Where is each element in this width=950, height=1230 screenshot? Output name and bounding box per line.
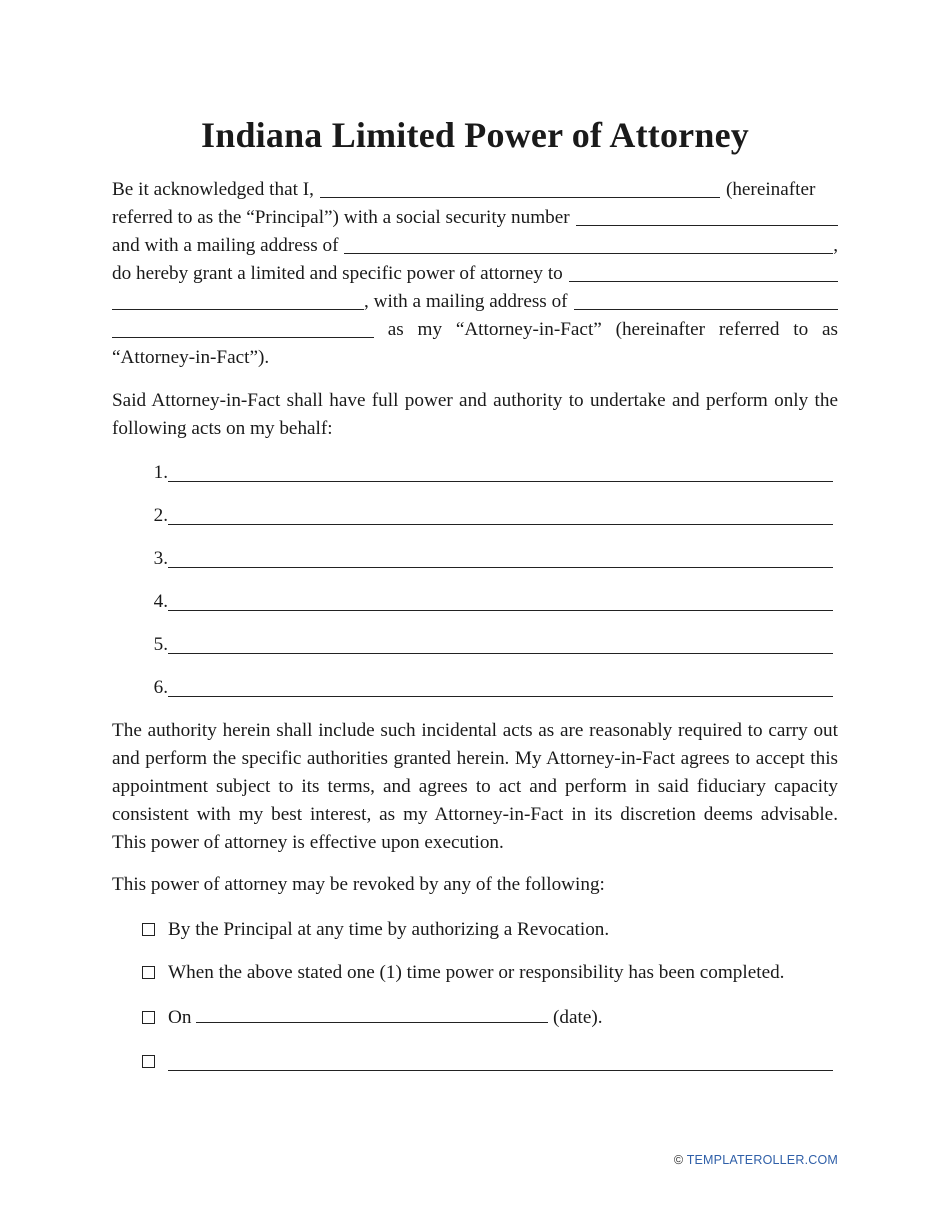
copyright-icon: © bbox=[673, 1153, 684, 1167]
act-number: 1. bbox=[153, 462, 168, 483]
intro-word: referred bbox=[718, 319, 780, 340]
intro-line-6 bbox=[112, 316, 838, 344]
intro-text-4a: do hereby grant a limited and specific power of attorney to bbox=[112, 263, 563, 284]
attorney-name-field-cont[interactable] bbox=[112, 288, 364, 310]
revocation-option-label: By the Principal at any time by authorizing a Revocation. bbox=[168, 919, 610, 940]
intro-text-2a: referred to as the “Principal”) with a social security number bbox=[112, 207, 570, 228]
brand-link[interactable]: TEMPLATEROLLER.COM bbox=[686, 1153, 838, 1167]
intro-word: as bbox=[387, 319, 404, 340]
intro-line-1 bbox=[112, 176, 838, 204]
checkbox[interactable] bbox=[142, 1011, 155, 1024]
act-line-3 bbox=[112, 545, 838, 573]
principal-address-field[interactable] bbox=[344, 232, 833, 254]
intro-text-3a: and with a mailing address of bbox=[112, 235, 339, 256]
act-number: 2. bbox=[153, 505, 168, 526]
intro-word: “Attorney-in-Fact” bbox=[455, 319, 602, 340]
revocation-option-1 bbox=[142, 916, 838, 944]
act-field-5[interactable] bbox=[168, 653, 833, 654]
checkbox[interactable] bbox=[142, 966, 155, 979]
intro-line-5 bbox=[112, 288, 838, 316]
revocation-option-3 bbox=[142, 1004, 838, 1032]
authority-paragraph: The authority herein shall include such incidental acts as are reasonably required to carry out and perform the specific authorities granted herein. My Attorney-in-Fact agrees to accept this appointment subject to its terms, and agrees to act and perform in said fiduciary capacity consistent with my best interest, as my Attorney-in-Fact in its discretion deems advisable. This power of attorney is effective upon execution. bbox=[112, 720, 838, 853]
intro-paragraph bbox=[112, 176, 838, 372]
footer-brand[interactable] bbox=[674, 1153, 838, 1167]
revocation-option-4 bbox=[142, 1048, 838, 1076]
revocation-intro: This power of attorney may be revoked by any of the following: bbox=[112, 874, 605, 895]
checkbox[interactable] bbox=[142, 1055, 155, 1068]
document-title: Indiana Limited Power of Attorney bbox=[201, 115, 749, 155]
revocation-option-label: When the above stated one (1) time power or responsibility has been completed. bbox=[168, 962, 785, 983]
intro-word: my bbox=[417, 319, 443, 340]
act-number: 5. bbox=[153, 634, 168, 655]
acts-intro: Said Attorney-in-Fact shall have full power and authority to undertake and perform only the following acts on my behalf: bbox=[112, 390, 838, 439]
intro-text-1a: Be it acknowledged that I, bbox=[112, 179, 314, 200]
intro-word: as bbox=[821, 319, 838, 340]
checkbox[interactable] bbox=[142, 923, 155, 936]
revocation-option-2 bbox=[142, 959, 838, 987]
ssn-field[interactable] bbox=[576, 204, 838, 226]
revocation-date-suffix: (date). bbox=[553, 1007, 603, 1028]
revocation-date-field[interactable] bbox=[196, 1004, 548, 1023]
revocation-on-label: On bbox=[168, 1007, 192, 1028]
intro-line-2 bbox=[112, 204, 838, 232]
act-field-3[interactable] bbox=[168, 567, 833, 568]
act-line-5 bbox=[112, 631, 838, 659]
attorney-address-field[interactable] bbox=[574, 288, 838, 310]
act-line-6 bbox=[112, 674, 838, 702]
intro-word: to bbox=[793, 319, 809, 340]
intro-word: (hereinafter bbox=[615, 319, 706, 340]
attorney-address-field-cont[interactable] bbox=[112, 316, 374, 338]
act-field-1[interactable] bbox=[168, 481, 833, 482]
revocation-other-field[interactable] bbox=[168, 1070, 833, 1071]
intro-line-4 bbox=[112, 260, 838, 288]
intro-text-7: “Attorney-in-Fact”). bbox=[112, 347, 270, 368]
principal-name-field[interactable] bbox=[320, 176, 720, 198]
intro-line-3 bbox=[112, 232, 838, 260]
intro-text-3b: , bbox=[833, 235, 838, 256]
act-line-1 bbox=[112, 459, 838, 487]
revocation-option-label bbox=[168, 1004, 603, 1032]
act-number: 6. bbox=[153, 677, 168, 698]
act-line-4 bbox=[112, 588, 838, 616]
act-number: 3. bbox=[153, 548, 168, 569]
intro-line-7 bbox=[112, 344, 838, 372]
act-number: 4. bbox=[153, 591, 168, 612]
act-line-2 bbox=[112, 502, 838, 530]
act-field-6[interactable] bbox=[168, 696, 833, 697]
attorney-name-field[interactable] bbox=[569, 260, 838, 282]
intro-text-5a: , with a mailing address of bbox=[364, 291, 568, 312]
intro-text-1b: (hereinafter bbox=[725, 179, 816, 200]
act-field-4[interactable] bbox=[168, 610, 833, 611]
act-field-2[interactable] bbox=[168, 524, 833, 525]
